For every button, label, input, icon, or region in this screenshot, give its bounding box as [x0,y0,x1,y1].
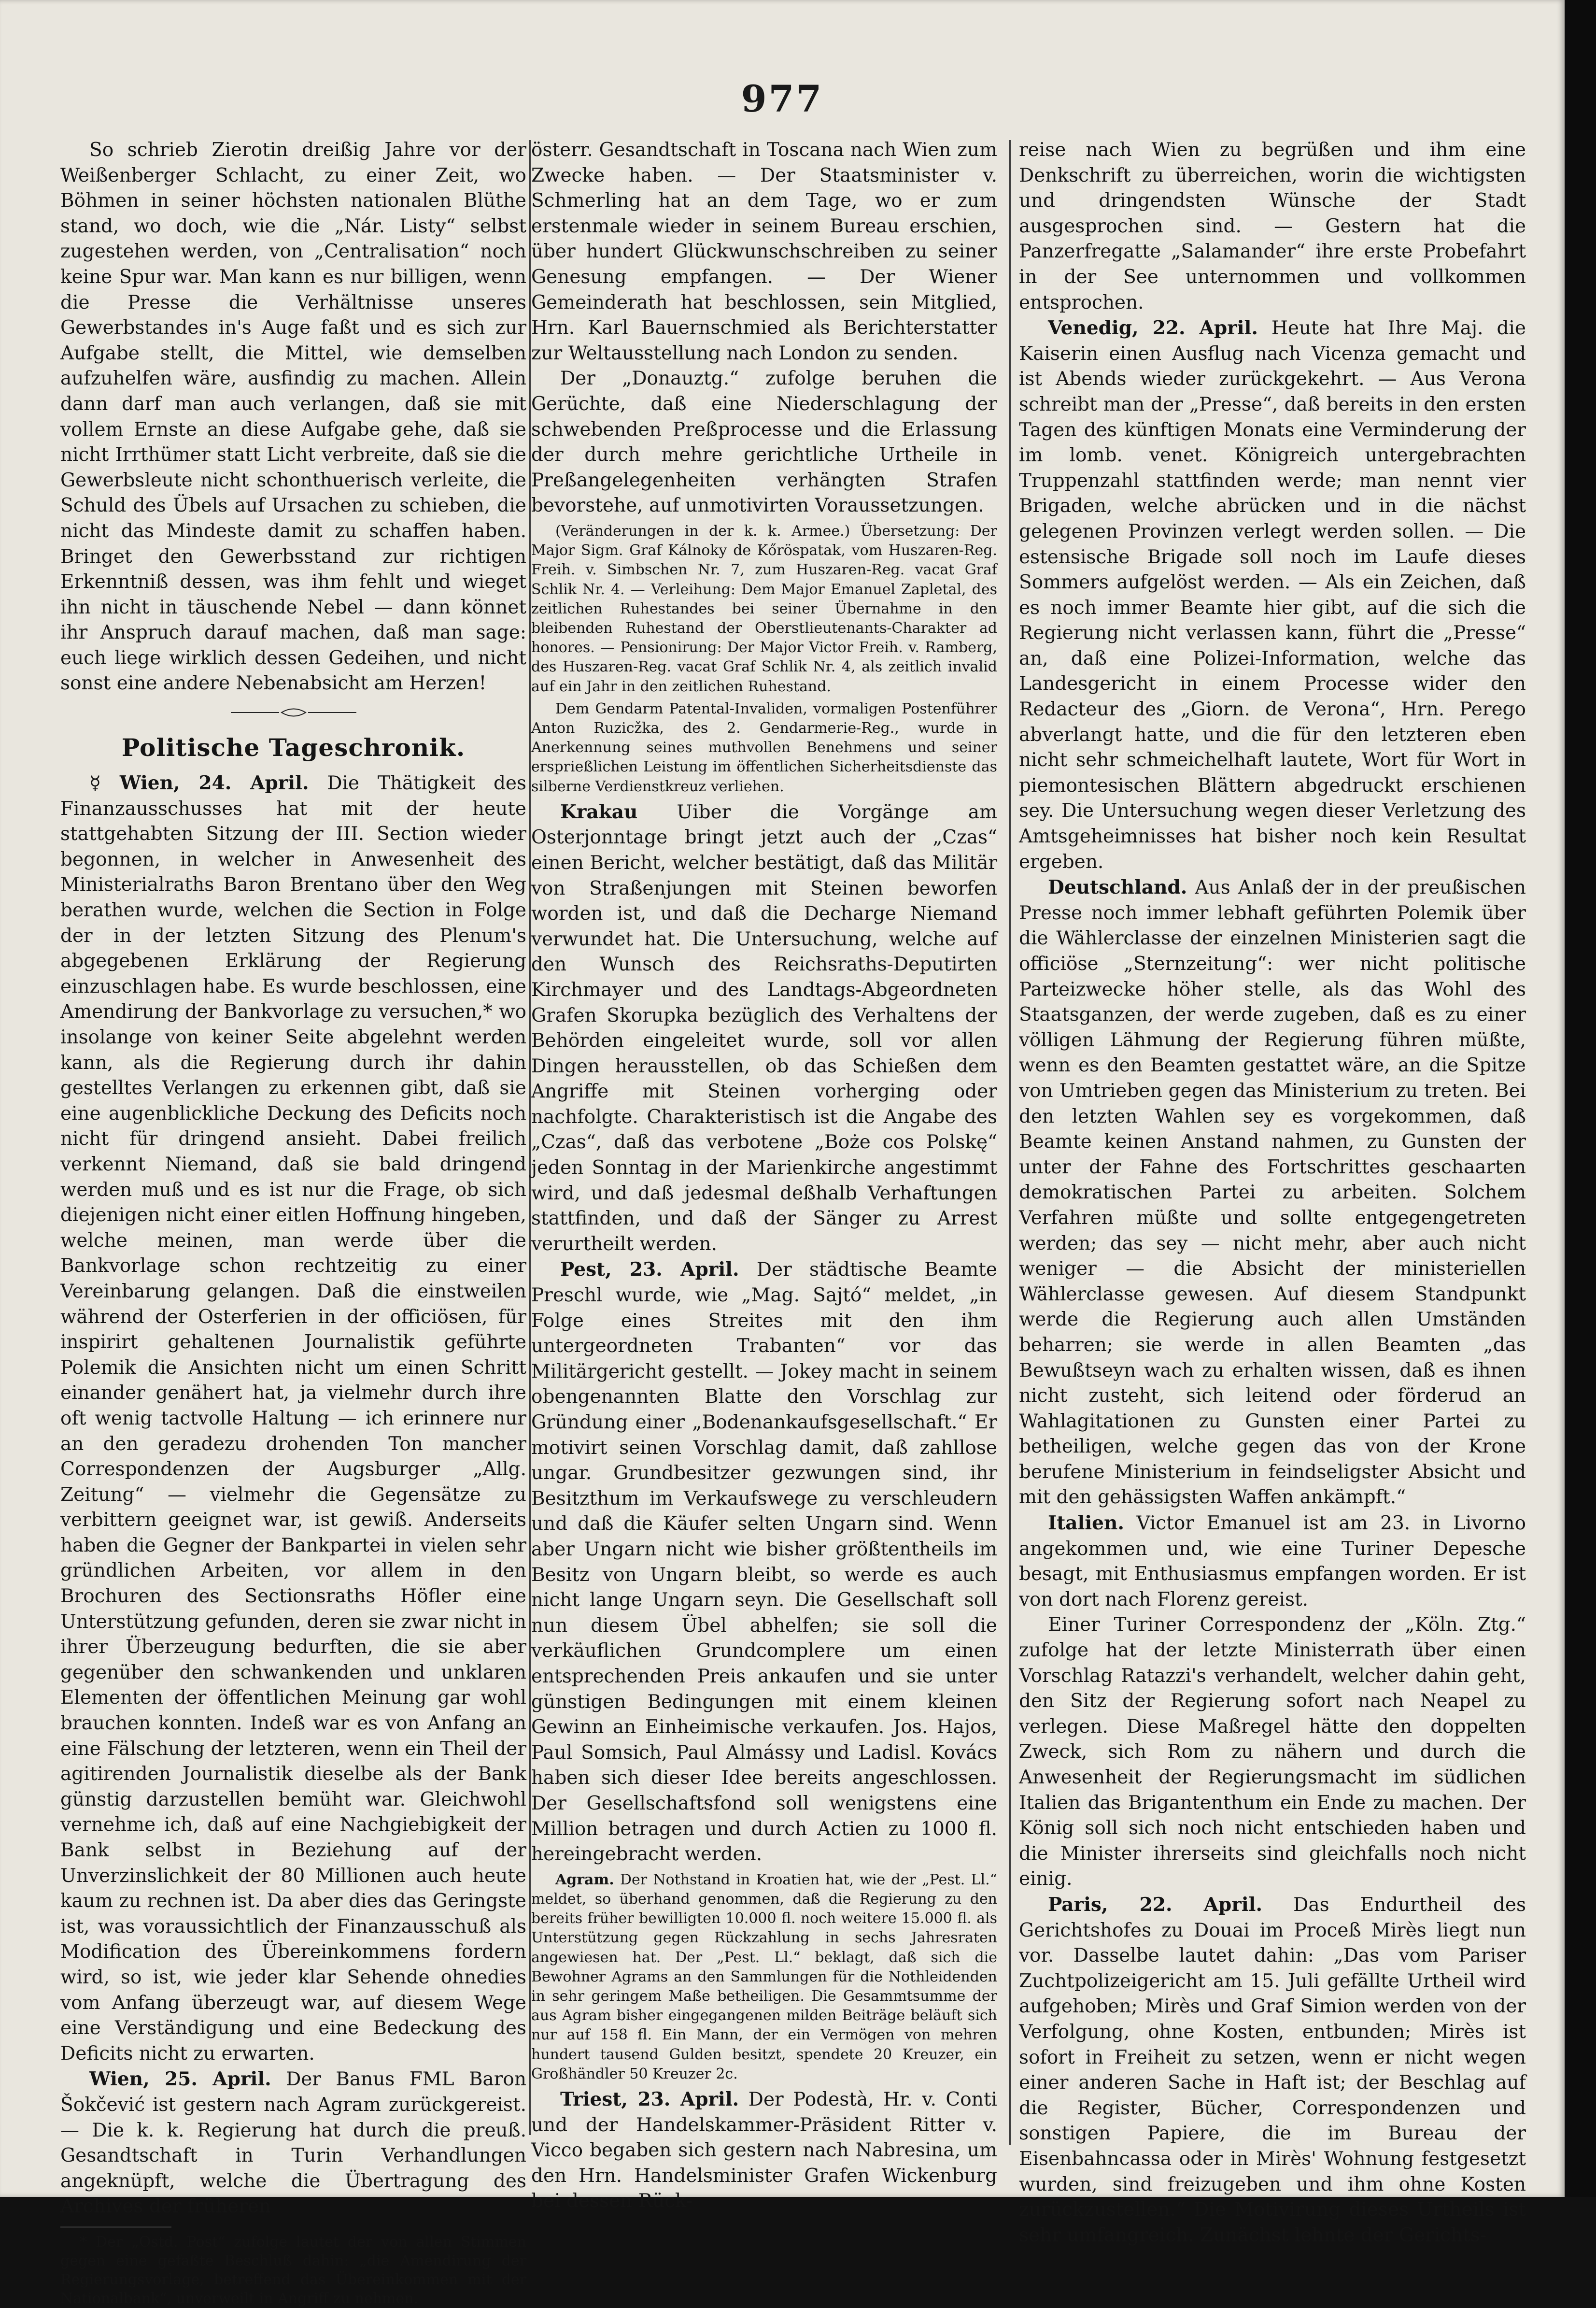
article-text: Victor Emanuel ist am 23. in Livorno angekommen und, wie eine Turiner Depesche besagt, mit Enthusiasmus empfangen worden. Er ist von dort nach Florenz gereist. [1019,1512,1526,1610]
footnote: * Der „Ostd. Post“ zufolge lautet der von allen Stimmen gegen eine gefaßte Beschluß dahin: „die Amendirung der Regierungsvorlage, betreffend das Übereinkommen mit der Nationalbank“, unverweilt in Angriff zu nehmen. [60,2233,526,2307]
column-left [60,138,527,2307]
column-divider [529,140,531,2135]
column-right [1019,138,1526,2246]
scan-border [1565,0,1596,2197]
article-continuation: österr. Gesandtschaft in Toscana nach Wien zum Zwecke haben. — Der Staatsminister v. Schmerling hat an dem Tage, wo er zum erstenmale wieder in seinem Bureau erschien, über hundert Glückwunschschreiben zu seiner Genesung empfangen. — Der Wiener Gemeinderath hat beschlossen, sein Mitglied, Hrn. Karl Bauernschmied als Berichterstatter zur Weltausstellung nach London zu senden. [531,139,997,364]
dateline: Deutschland. [1048,876,1187,899]
article-text: Der Banus FML Baron Šokčević ist gestern nach Agram zurückgereist. — Die k. k. Regierung hat durch die preuß. Gesandtschaft in Turin Verhandlungen angeknüpft, welche die Übertragung des Archives der früheren [60,2068,527,2218]
article-wien-25-april [60,2066,526,2220]
article-triest [531,2087,997,2214]
article-donauztg: Der „Donauztg.“ zufolge beruhen die Gerüchte, daß eine Niederschlagung der schwebenden Preßprocesse und die Erlassung der durch mehre gerichtliche Urtheile in Preßangelegenheiten verhängten Strafen bevorstehe, auf unmotivirten Voraussetzungen. [531,368,997,517]
article-text: Aus Anlaß der in der preußischen Presse noch immer lebhaft geführten Polemik über die Wählerclasse der einzelnen Ministerien sagt die officiöse „Sternzeitung“: wer nicht politische Parteizwecke höher stelle, als das Wohl des Staatsganzen, der werde zugeben, daß es zu einer völligen Lähmung der Regierung führen müßte, wenn es den Beamten gestattet wäre, an die Spitze von Umtrieben gegen das Ministerium zu treten. Bei den letzten Wahlen sey es vorgekommen, daß Beamte keinen Anstand nahmen, zu Gunsten der unter der Fahne des Fortschrittes geschaarten demokratischen Partei zu arbeiten. Solchem Verfahren müßte und sollte entgegengetreten werden; das sey — nicht mehr, aber auch nicht weniger — die Absicht der ministeriellen Wählerclasse gewesen. Auf diesem Standpunkt werde die Regierung auch allen Umständen beharren; sie werde in allen Beamten „das Bewußtseyn wach zu erhalten wissen, daß es ihnen nicht zusteht, sich leitend oder förderud an Wahlagitationen zu Gunsten einer Partei zu betheiligen, welche gegen das von der Krone berufene Ministerium in feindseligster Absicht und mit den gehässigsten Waffen ankämpft.“ [1019,877,1526,1509]
column-middle [531,138,997,2212]
dateline: Paris, 22. April. [1048,1893,1263,1916]
article-deutschland [1019,875,1526,1510]
ornament-divider [60,707,526,720]
article-pest [531,1257,997,1867]
section-heading: Politische Tageschronik. [121,733,466,762]
dateline: Krakau [560,800,638,823]
opening-paragraph: So schrieb Zierotin dreißig Jahre vor der Weißenberger Schlacht, zu einer Zeit, wo Böhmen in seiner höchsten nationalen Blüthe stand, wo doch, wie die „Nár. Listy“ selbst zugestehen werden, von „Centralisation“ noch keine Spur war. Man kann es nur billigen, wenn die Presse die Verhältnisse unseres Gewerbstandes in's Auge faßt und es sich zur Aufgabe stellt, die Mittel, wie demselben aufzuhelfen wäre, ausfindig zu machen. Allein dann darf man auch verlangen, daß sie mit vollem Ernste an diese Aufgabe gehe, daß sie nicht Irrthümer statt Licht verbreite, daß sie die Gewerbsleute nicht schonthuerisch verleite, die Schuld des Übels auf Ursachen zu schieben, die nicht das Mindeste damit zu schaffen haben. Bringet den Gewerbsstand zur richtigen Erkenntniß dessen, was ihm fehlt und wieget ihn nicht in täuschende Nebel — dann könnet ihr Anspruch darauf machen, daß man sage: euch liege wirklich dessen Gedeihen, und nicht sonst eine andere Nebenabsicht am Herzen! [60,139,526,695]
article-text: Die Thätigkeit des Finanzausschusses hat mit der heute stattgehabten Sitzung der III. Section wieder begonnen, in welcher in Anwesenheit des Ministerialraths Baron Brentano über den Weg berathen wurde, welchen die Section in Folge der in der letzten Sitzung des Plenum's abgegebenen Erklärung der Regierung einzuschlagen habe. Es wurde beschlossen, eine Amendirung der Bankvorlage zu versuchen,* wo insolange von keiner Seite abgelehnt werden kann, als die Regierung durch ihr dahin gestelltes Verlangen zu erkennen gibt, daß sie eine augenblickliche Deckung des Deficits noch nicht für dringend ansieht. Dabei freilich verkennt Niemand, daß sie bald dringend werden muß und es ist nur die Frage, ob sich diejenigen nicht einer eitlen Hoffnung hingeben, welche meinen, man werde über die Bankvorlage schon rechtzeitig zu einer Vereinbarung gelangen. Daß die einstweilen während der Osterferien in der officiösen, für inspirirt gehaltenen Journalistik geführte Polemik die Ansichten nicht um einen Schritt einander genähert hat, ja vielmehr durch ihre oft wenig tactvolle Haltung — ich erinnere nur an den geradezu drohenden Ton mancher Correspondenzen der Augsburger „Allg. Zeitung“ — vielmehr die Gegensätze zu verbittern geeignet war, ist gewiß. Anderseits haben die Gegner der Bankpartei in vielen sehr gründlichen Arbeiten, vor allem in den Brochuren des Sectionsraths Höfler eine Unterstützung gefunden, deren sie zwar nicht in ihrer Überzeugung bedurften, die sie aber gegenüber den schwankenden und unklaren Elementen der öffentlichen Meinung gar wohl brauchen konnten. Indeß war es von Anfang an eine Fälschung der letzteren, wenn ein Theil der agitirenden Journalistik dieselbe als der Bank günstig darzustellen bemüht war. Gleichwohl vernehme ich, daß auf eine Nachgiebigkeit der Bank selbst in Beziehung auf der Unverzinslichkeit der 80 Millionen auch heute kaum zu rechnen ist. Da aber dies das Geringste ist, was voraussichtlich der Finanzausschuß als Modification des Übereinkommens fordern wird, so ist, wie jeder klar Sehende ohnedies vom Anfang überzeugt war, auf diesem Wege eine Verständigung und eine Bedeckung des Deficits nicht zu erwarten. [60,772,526,2065]
notice-army-changes: (Veränderungen in der k. k. Armee.) Übersetzung: Der Major Sigm. Graf Kálnoky de Kőröspatak, vom Huszaren-Reg. Freih. v. Simbschen Nr. 7, zum Huszaren-Reg. vacat Graf Schlik Nr. 4. — Verleihung: Dem Major Emanuel Zapletal, des zeitlichen Ruhestandes bei seiner Übernahme in den bleibenden Ruhestand der Oberstlieutenants-Charakter ad honores. — Pensionirung: Der Major Victor Freih. v. Ramberg, des Huszaren-Reg. vacat Graf Schlik Nr. 4, als zeitlich invalid auf ein Jahr in den zeitlichen Ruhestand. [531,522,997,695]
article-continuation: reise nach Wien zu begrüßen und ihm eine Denkschrift zu überreichen, worin die wichtigsten und dringendsten Wünsche der Stadt ausgesprochen sind. — Gestern hat die Panzerfregatte „Salamander“ ihre erste Probefahrt in der See unternommen und vollkommen entsprochen. [1019,139,1526,313]
article-italien [1019,1510,1526,1612]
dateline: Pest, 23. April. [560,1258,739,1281]
article-turin: Einer Turiner Correspondenz der „Köln. Ztg.“ zufolge hat der letzte Ministerrath über einen Vorschlag Ratazzi's verhandelt, welcher dahin geht, den Sitz der Regierung sofort nach Neapel zu verlegen. Diese Maßregel hätte den doppelten Zweck, sich Rom zu nähern und durch die Anwesenheit der Regierungsmacht im südlichen Italien das Brigantenthum ein Ende zu machen. Der König soll sich noch nicht entschieden haben und die Minister ihrerseits sind gleichfalls noch nicht einig. [1019,1614,1526,1890]
notice-gendarm: Dem Gendarm Patental-Invaliden, vormaligen Postenführer Anton Ruzicžka, des 2. Gendarmerie-Reg., wurde in Anerkennung seines muthvollen Benehmens und seiner ersprießlichen Leistung im öffentlichen Sicherheitsdienste das silberne Verdienstkreuz verliehen. [531,700,997,795]
article-text: Das Endurtheil des Gerichtshofes zu Douai im Proceß Mirès liegt nun vor. Dasselbe lautet dahin: „Das vom Pariser Zuchtpolizeigericht am 15. Juli gefällte Urtheil wird aufgehoben; Mirès und Graf Simion werden von der Verfolgung, ohne Kosten, entbunden; Mirès ist sofort in Freiheit zu setzen, wenn er nicht wegen einer anderen Sache in Haft ist; der Beschlag auf die Register, Bücher, Correspondenzen und sonstigen Papiere, die im Bureau der Eisenbahncassa oder in Mirès' Wohnung festgesetzt wurden, sind freizugeben und ihm ohne Kosten zurückzustellen.“ Die Motivirung dieses Urtheils ist sehr umfangreich. Zunächst lehnte der Gerichts- [1019,1894,1526,2246]
dateline: Triest, 23. April. [560,2088,739,2110]
dateline: ☿ Wien, 24. April. [89,772,309,795]
article-text: Uiber die Vorgänge am Osterjonntage bringt jetzt auch der „Czas“ einen Bericht, welcher bestätigt, daß das Militär von Straßenjungen mit Steinen beworfen worden ist, und daß die Decharge Niemand verwundet hat. Die Untersuchung, welche auf den Wunsch des Reichsraths-Deputirten Kirchmayer und des Landtags-Abgeordneten Grafen Skorupka bezüglich des Verhaltens der Behörden eingeleitet wurde, soll vor allen Dingen herausstellen, ob das Schießen dem Angriffe mit Steinen vorherging oder nachfolgte. Charakteristisch ist die Angabe des „Czas“, daß das verbotene „Boże cos Polskę“ jeden Sonntag in der Marienkirche angestimmt wird, und daß jedesmal deßhalb Verhaftungen stattfinden, und daß der Sänger zu Arrest verurtheilt werden. [531,801,997,1255]
article-text: Der Nothstand in Kroatien hat, wie der „Pest. Ll.“ meldet, so überhand genommen, daß die Regierung zu den bereits früher bewilligten 10.000 fl. noch weitere 15.000 fl. als Unterstützung gegen Rückzahlung in sechs Jahresraten angewiesen hat. Der „Pest. Ll.“ beklagt, daß sich die Bewohner Agrams an den Sammlungen für die Nothleidenden in sehr geringem Maße betheiligen. Die Gesammtsumme der aus Agram bisher eingegangenen milden Beiträge beläuft sich nur auf 158 fl. Ein Mann, der ein Vermögen von mehren hundert tausend Gulden besitzt, spendete 20 Kreuzer, ein Großhändler 50 Kreuzer 2c. [531,1871,997,2082]
column-divider [1009,140,1011,2145]
article-text: Heute hat Ihre Maj. die Kaiserin einen Ausflug nach Vicenza gemacht und ist Abends wieder zurückgekehrt. — Aus Verona schreibt man der „Presse“, daß bereits in den ersten Tagen des künftigen Monats eine Verminderung der im lomb. venet. Königreich untergebrachten Truppenzahl stattfinden werde; man nennt vier Brigaden, welche abrücken und in die nächst gelegenen Provinzen verlegt werden sollen. — Die estensische Brigade soll noch im Laufe dieses Sommers aufgelöst werden. — Als ein Zeichen, daß es noch immer Beamte hier gibt, auf die sich die Regierung nicht verlassen kann, führt die „Presse“ an, daß eine Polizei-Information, welche das Landesgericht in einem Processe wider den Redacteur des „Giorn. de Verona“, Hrn. Perego abverlangt hatte, und die für den letzteren eben nicht sehr schmeichelhaft lautete, Wort für Wort in piemontesischen Blättern abgedruckt erschienen sey. Die Untersuchung wegen dieser Verletzung des Amtsgeheimnisses hat bisher noch kein Resultat ergeben. [1019,317,1526,873]
dateline: Agram. [555,1871,614,1888]
article-text: Der Podestà, Hr. v. Conti und der Handelskammer-Präsident Ritter v. Vicco begaben sich gestern nach Nabresina, um den Hrn. Handelsminister Grafen Wickenburg bei dessen Rück- [531,2088,997,2212]
article-paris [1019,1892,1526,2248]
page-number: 977 [741,77,824,120]
article-krakau [531,799,997,1257]
article-wien-24-april [60,770,526,2066]
article-agram [531,1870,997,2084]
article-text: Der städtische Beamte Preschl wurde, wie „Mag. Sajtó“ meldet, „in Folge eines Streites mit den ihm untergeordneten Trabanten“ vor das Militärgericht gestellt. — Jokey macht in seinem obengenannten Blatte den Vorschlag zur Gründung einer „Bodenankaufsgesellschaft.“ Er motivirt seinen Vorschlag damit, daß zahllose ungar. Grundbesitzer gezwungen sind, ihr Besitzthum im Verkaufswege zu verschleudern und daß die Käufer selten Ungarn sind. Wenn aber Ungarn nicht wie bisher größtentheils im Besitz von Ungarn bleibt, so werde es auch nicht lange Ungarn seyn. Die Gesellschaft soll nun diesem Übel abhelfen; sie soll die verkäuflichen Grundcomplere um einen entsprechenden Preis ankaufen und sie unter günstigen Bedingungen mit einem kleinen Gewinn an Einheimische verkaufen. Jos. Hajos, Paul Somsich, Paul Almássy und Ladisl. Kovács haben sich dieser Idee bereits angeschlossen. Der Gesellschaftsfond soll wenigstens eine Million betragen und durch Actien zu 1000 fl. hereingebracht werden. [531,1259,997,1866]
dateline: Italien. [1048,1512,1124,1535]
article-venedig [1019,315,1526,875]
dateline: Venedig, 22. April. [1048,317,1258,340]
dateline: Wien, 25. April. [89,2068,271,2091]
footnote-rule [60,2226,171,2228]
